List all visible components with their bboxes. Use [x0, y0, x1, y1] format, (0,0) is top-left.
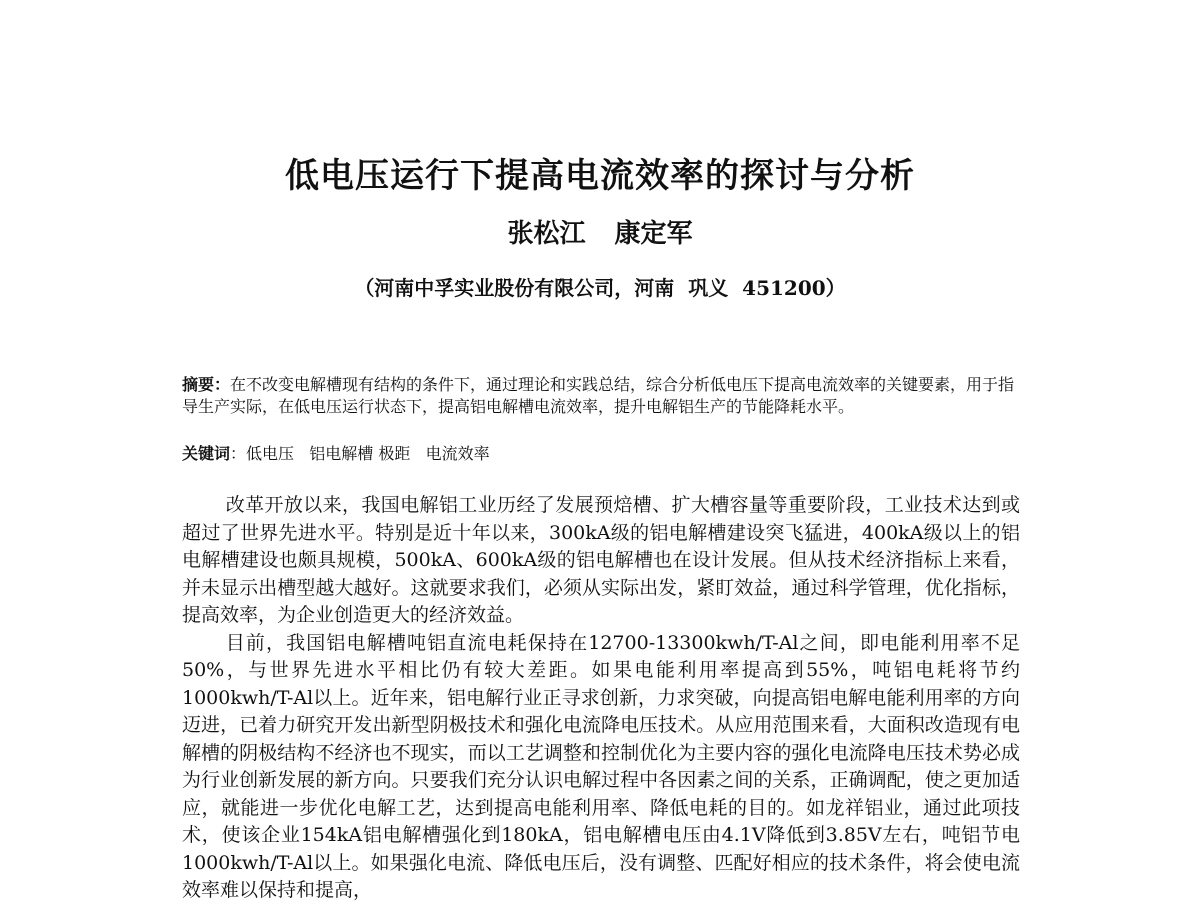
body-paragraph: 目前，我国铝电解槽吨铝直流电耗保持在12700-13300kwh/T-Al之间，即电能利用率不足50%，与世界先进水平相比仍有较大差距。如果电能利用率提高到55%，吨铝电耗将节约1000kwh/T-Al以上。近年来，铝电解行业正寻求创新，力求突破，向提高铝电解电能利用率的方向迈进，已着力研究开发出新型阴极技术和强化电流降电压技术。从应用范围来看，大面积改造现有电解槽的阴极结构不经济也不现实，而以工艺调整和控制优化为主要内容的强化电流降电压技术势必成为行业创新发展的新方向。只要我们充分认识电解过程中各因素之间的关系，正确调配，使之更加适应，就能进一步优化电解工艺，达到提高电能利用率、降低电耗的目的。如龙祥铝业，通过此项技术，使该企业154kA铝电解槽强化到180kA，铝电解槽电压由4.1V降低到3.85V左右，吨铝节电1000kwh/T-Al以上。如果强化电流、降低电压后，没有调整、匹配好相应的技术条件，将会使电流效率难以保持和提高， — [182, 631, 1020, 901]
paper-affiliation: （河南中孚实业股份有限公司，河南 巩义 451200） — [354, 276, 846, 300]
paper-title: 低电压运行下提高电流效率的探讨与分析 — [285, 156, 915, 196]
body-paragraph: 改革开放以来，我国电解铝工业历经了发展预焙槽、扩大槽容量等重要阶段，工业技术达到或超过了世界先进水平。特别是近十年以来，300kA级的铝电解槽建设突飞猛进，400kA级以上的铝电解槽建设也颇具规模，500kA、600kA级的铝电解槽也在设计发展。但从技术经济指标上来看，并未显示出槽型越大越好。这就要求我们，必须从实际出发，紧盯效益，通过科学管理，优化指标，提高效率，为企业创造更大的经济效益。 — [182, 494, 1020, 626]
body-text — [182, 492, 1020, 905]
keywords-label: 关键词 — [182, 444, 231, 463]
abstract-text: 在不改变电解槽现有结构的条件下，通过理论和实践总结，综合分析低电压下提高电流效率的关键要素，用于指导生产实际，在低电压运行状态下，提高铝电解槽电流效率，提升电解铝生产的节能降耗水平。 — [182, 375, 1015, 416]
abstract-label: 摘要： — [182, 375, 231, 394]
keywords-text: ：低电压 铝电解槽 极距 电流效率 — [230, 444, 490, 463]
paper-authors: 张松江 康定军 — [507, 219, 693, 249]
abstract-block — [182, 374, 1027, 418]
keywords-block — [182, 443, 1027, 465]
